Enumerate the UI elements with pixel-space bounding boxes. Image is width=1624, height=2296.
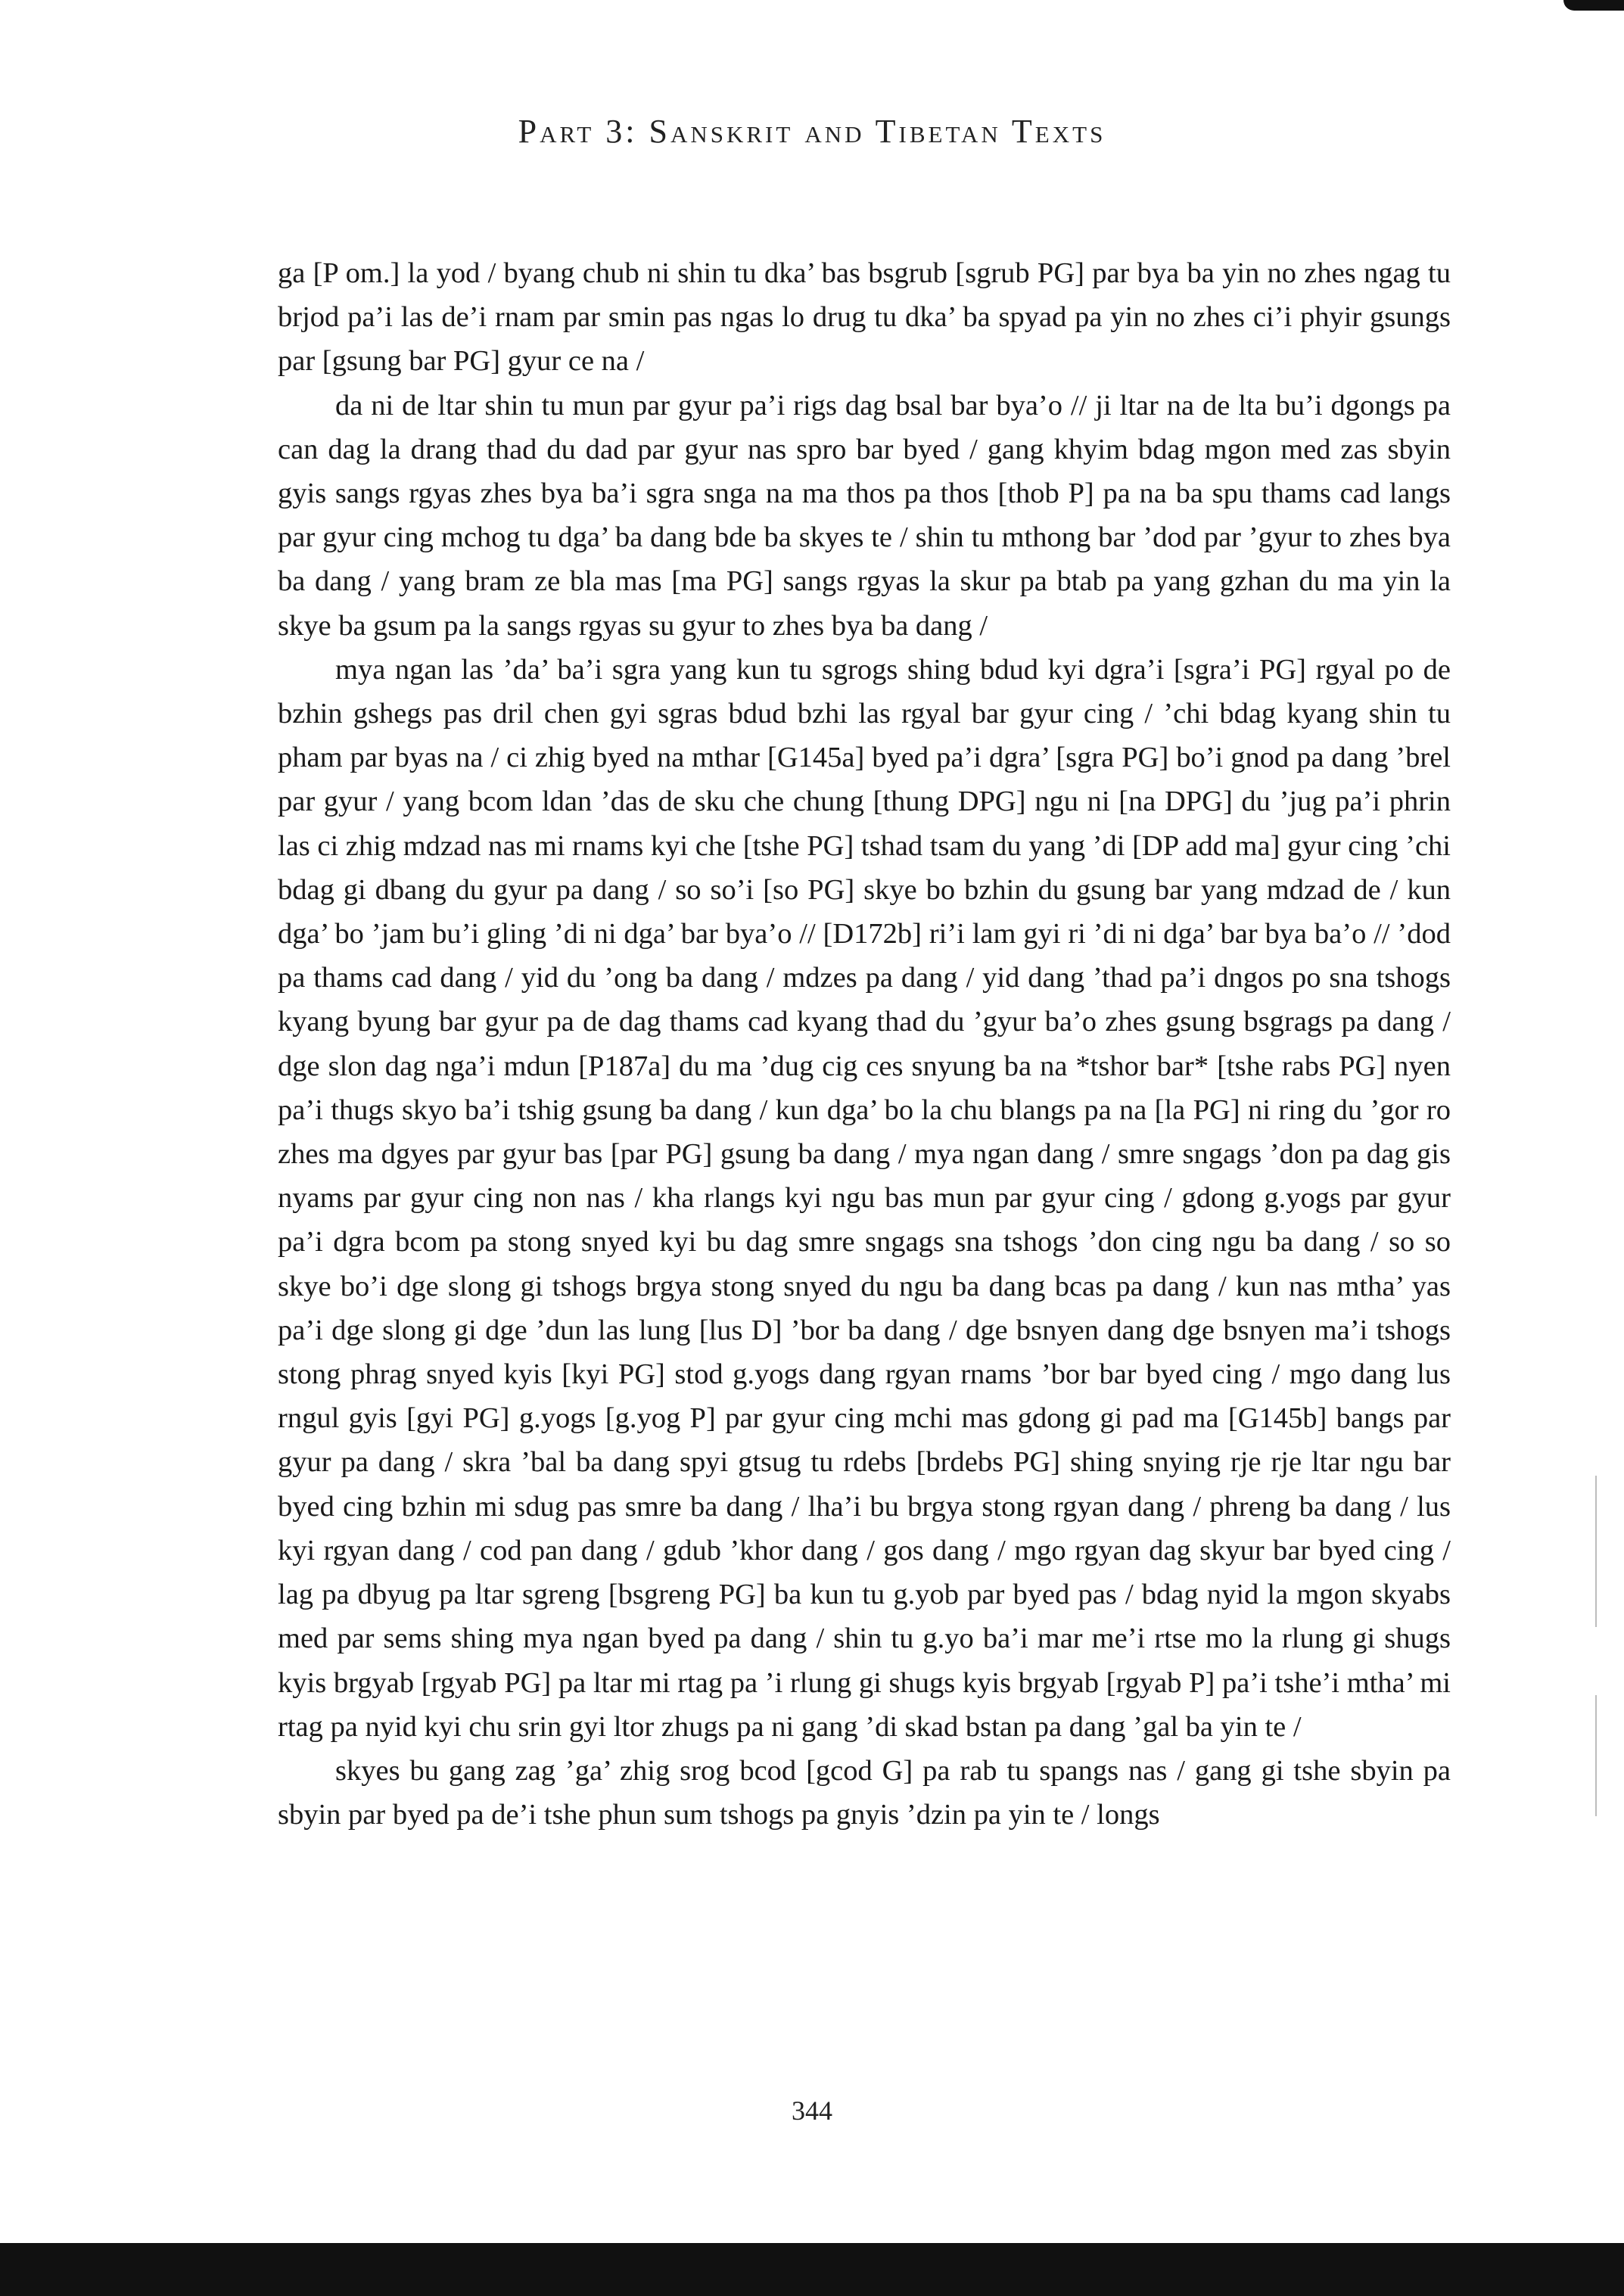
paragraph-4: skyes bu gang zag ’ga’ zhig srog bcod [gcod G] pa rab tu spangs nas / gang gi tshe sbyin pa sbyin par byed pa de’i tshe phun sum tshogs pa gnyis ’dzin pa yin te / longs — [278, 1754, 1451, 1831]
paragraph-2: da ni de ltar shin tu mun par gyur pa’i rigs dag bsal bar bya’o // ji ltar na de lta bu’i dgongs pa can dag la drang thad du dad par gyur nas spro bar byed / gang khyim bdag mgon med zas sbyin gyis sangs rgyas zhes bya ba’i sgra snga na ma thos pa thos [thob P] pa na ba spu thams cad langs par gyur cing mchog tu dga’ ba dang bde ba skyes te / shin tu mthong bar ’dod par ’gyur to zhes bya ba dang / yang bram ze bla mas [ma PG] sangs rgyas la skur pa btab pa yang gzhan du ma yin la skye ba gsum pa la sangs rgyas su gyur to zhes bya ba dang / — [278, 389, 1451, 642]
running-header: Part 3: Sanskrit and Tibetan Texts — [518, 113, 1106, 150]
scan-corner-shadow — [1563, 0, 1624, 11]
paragraph-1: ga [P om.] la yod / byang chub ni shin tu dka’ bas bsgrub [sgrub PG] par bya ba yin no zhes ngag tu brjod pa’i las de’i rnam par smin pas ngas lo drug tu dka’ ba spyad pa yin no zhes ci’i phyir gsungs par [gsung bar PG] gyur ce na / — [278, 257, 1451, 378]
paragraph-3: mya ngan las ’da’ ba’i sgra yang kun tu sgrogs shing bdud kyi dgra’i [sgra’i PG] rgyal po de bzhin gshegs pas dril chen gyi sgras bdud bzhi las rgyal bar gyur cing / ’chi bdag kyang shin tu pham par byas na / ci zhig byed na mthar [G145a] byed pa’i dgra’ [sgra PG] bo’i gnod pa dang ’brel par gyur / yang bcom ldan ’das de sku che chung [thung DPG] ngu ni [na DPG] du ’jug pa’i phrin las ci zhig mdzad nas mi rnams kyi che [tshe PG] tshad tsam du yang ’di [DP add ma] gyur cing ’chi bdag gi dbang du gyur pa dang / so so’i [so PG] skye bo bzhin du gsung bar yang mdzad de / kun dga’ bo ’jam bu’i gling ’di ni dga’ bar bya’o // [D172b] ri’i lam gyi ri ’di ni dga’ bar bya ba’o // ’dod pa thams cad dang / yid du ’ong ba dang / mdzes pa dang / yid dang ’thad pa’i dngos po sna tshogs kyang byung bar gyur pa de dag thams cad kyang thad du ’gyur ba’o zhes gsung bsgrags pa dang / dge slon dag nga’i mdun [P187a] du ma ’dug cig ces snyung ba na *tshor bar* [tshe rabs PG] nyen pa’i thugs skyo ba’i tshig gsung ba dang / kun dga’ bo la chu blangs pa na [la PG] ni ring du ’gor ro zhes ma dgyes par gyur bas [par PG] gsung ba dang / mya ngan dang / smre sngags ’don pa dag gis nyams par gyur cing non nas / kha rlangs kyi ngu bas mun par gyur cing / gdong g.yogs par gyur pa’i dgra bcom pa stong snyed kyi bu dag smre sngags sna tshogs ’don cing ngu ba dang / so so skye bo’i dge slong gi tshogs brgya stong snyed du ngu ba dang bcas pa dang / kun nas mtha’ yas pa’i dge slong gi dge ’dun las lung [lus D] ’bor ba dang / dge bsnyen dang dge bsnyen ma’i tshogs stong phrag snyed kyis [kyi PG] stod g.yogs dang rgyan rnams ’bor bar byed cing / mgo dang lus rngul gyis [gyi PG] g.yogs [g.yog P] par gyur cing mchi mas gdong gi pad ma [G145b] bangs par gyur pa dang / skra ’bal ba dang spyi gtsug tu rdebs [brdebs PG] shing snying rje rje ltar ngu bar byed cing bzhin mi sdug pas smre ba dang / lha’i bu brgya stong rgyan dang / phreng ba dang / lus kyi rgyan dang / cod pan dang / gdub ’khor dang / gos dang / mgo rgyan dag skyur bar byed cing / lag pa dbyug pa ltar sgreng [bsgreng PG] ba kun tu g.yob par byed pas / bdag nyid la mgon skyabs med par sems shing mya ngan byed pa dang / shin tu g.yo ba’i mar me’i rtse mo la rlung gi shugs kyis brgyab [rgyab PG] pa ltar mi rtag pa ’i rlung gi shugs kyis brgyab [rgyab P] pa’i tshe’i mtha’ mi rtag pa nyid kyi chu srin gyi ltor zhugs pa ni gang ’di skad bstan pa dang ’gal ba yin te / — [278, 653, 1451, 1743]
page-number: 344 — [792, 2095, 832, 2126]
main-text-block — [278, 251, 1451, 1837]
scan-edge-mark — [1595, 1695, 1597, 1816]
scan-bottom-shadow — [0, 2243, 1624, 2296]
scan-edge-mark — [1595, 1476, 1597, 1627]
